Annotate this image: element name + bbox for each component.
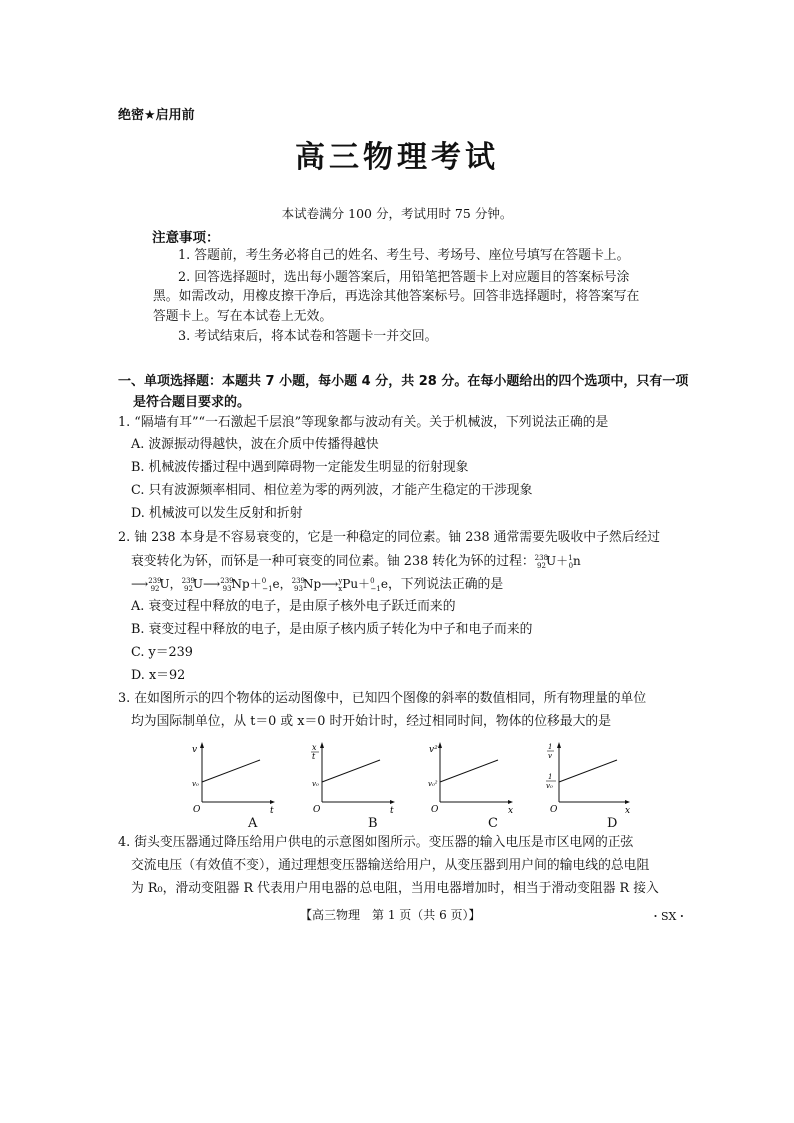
- nuclear-equation-part1: $^{238}_{92}$U＋$^1_0$n: [534, 554, 581, 571]
- question-2-option-d: D. x＝92: [131, 668, 186, 683]
- svg-text:1: 1: [548, 743, 553, 751]
- svg-text:t: t: [390, 806, 394, 816]
- footer-code: ・SX・: [650, 910, 688, 923]
- question-2-option-b: B. 衰变过程中释放的电子，是由原子核内质子转化为中子和电子而来的: [131, 622, 533, 637]
- svg-text:x: x: [625, 806, 631, 816]
- notice-line: 答题卡上。写在本试卷上无效。: [153, 309, 333, 324]
- svg-text:t: t: [270, 806, 274, 816]
- svg-text:1: 1: [548, 773, 553, 781]
- question-2-line3: [131, 575, 503, 594]
- svg-text:v₀: v₀: [312, 780, 319, 788]
- svg-text:O: O: [313, 805, 321, 815]
- question-1-option-b: B. 机械波传播过程中遇到障碍物一定能发生明显的衍射现象: [131, 460, 469, 475]
- question-2-line2: [131, 552, 581, 571]
- svg-text:x: x: [508, 806, 514, 816]
- notice-line: 黑。如需改动，用橡皮擦干净后，再选涂其他答案标号。回答非选择题时，将答案写在: [153, 289, 640, 304]
- svg-text:v₀: v₀: [192, 780, 199, 788]
- notice-line: 2. 回答选择题时，选出每小题答案后，用铅笔把答题卡上对应题目的答案标号涂: [178, 270, 630, 285]
- question-1-stem: 1. “隔墙有耳”“一石激起千层浪”等现象都与波动有关。关于机械波，下列说法正确的是: [118, 415, 609, 430]
- svg-text:v₀²: v₀²: [428, 780, 438, 788]
- svg-text:O: O: [431, 805, 439, 815]
- exam-info: 本试卷满分 100 分，考试用时 75 分钟。: [281, 206, 513, 221]
- svg-text:v: v: [192, 745, 198, 755]
- nuclear-equation-part2: ⟶$^{239}_{92}$U，$^{239}_{92}$U⟶$^{239}_{93}$Np＋$^0_{-1}$e，$^{239}_{93}$Np⟶$^y_x$Pu＋$^0_{-1}$e: [131, 577, 388, 594]
- question-2-line2-text: 衰变转化为钚，而钚是一种可衰变的同位素。铀 238 转化为钚的过程：: [131, 554, 535, 569]
- svg-text:v₀: v₀: [546, 782, 553, 790]
- question-4-line1: 4. 街头变压器通过降压给用户供电的示意图如图所示。变压器的输入电压是市区电网的正弦: [118, 835, 634, 850]
- svg-text:v²: v²: [429, 745, 438, 755]
- graph-d-label: D: [607, 816, 618, 831]
- section-heading: 一、单项选择题：本题共 7 小题，每小题 4 分，共 28 分。在每小题给出的四个选项中，只有一项: [118, 374, 689, 389]
- svg-text:x: x: [312, 743, 317, 752]
- question-1-option-a: A. 波源振动得越快，波在介质中传播得越快: [131, 437, 379, 452]
- question-4-line2: 交流电压（有效值不变），通过理想变压器输送给用户，从变压器到用户间的输电线的总电阻: [131, 858, 650, 873]
- graph-b-label: B: [368, 816, 378, 831]
- graph-c: [428, 742, 518, 817]
- graph-c-label: C: [488, 816, 498, 831]
- graph-a-label: A: [248, 816, 258, 831]
- page-title: 高三物理考试: [295, 140, 499, 175]
- question-3-line2: 均为国际制单位，从 t＝0 或 x＝0 时开始计时，经过相同时间，物体的位移最大的是: [131, 714, 612, 729]
- question-2-option-c: C. y＝239: [131, 645, 193, 660]
- graph-d: [545, 742, 635, 817]
- page-footer: 【高三物理 第 1 页（共 6 页）】: [300, 908, 481, 922]
- question-2-option-a: A. 衰变过程中释放的电子，是由原子核外电子跃迁而来的: [131, 599, 456, 614]
- question-3-line1: 3. 在如图所示的四个物体的运动图像中，已知四个图像的斜率的数值相同，所有物理量的单位: [118, 691, 647, 706]
- confidential-label: 绝密★启用前: [118, 108, 195, 123]
- question-2-line1: 2. 铀 238 本身是不容易衰变的，它是一种稳定的同位素。铀 238 通常需要先吸收中子然后经过: [118, 530, 661, 545]
- svg-text:t: t: [312, 752, 316, 761]
- notice-line: 1. 答题前，考生务必将自己的姓名、考生号、考场号、座位号填写在答题卡上。: [178, 248, 630, 263]
- notice-line: 3. 考试结束后，将本试卷和答题卡一并交回。: [178, 329, 438, 344]
- question-1-option-c: C. 只有波源频率相同、相位差为零的两列波，才能产生稳定的干涉现象: [131, 483, 533, 498]
- question-1-option-d: D. 机械波可以发生反射和折射: [131, 506, 303, 521]
- notice-heading: 注意事项：: [152, 230, 220, 246]
- section-heading-cont: 是符合题目要求的。: [133, 395, 251, 410]
- question-2-line3-text: ，下列说法正确的是: [387, 577, 504, 592]
- graph-a: [190, 742, 280, 817]
- svg-text:v: v: [548, 752, 552, 760]
- svg-text:O: O: [193, 805, 201, 815]
- question-4-line3: 为 R₀，滑动变阻器 R 代表用户用电器的总电阻，当用电器增加时，相当于滑动变阻器 R 接入: [131, 881, 659, 896]
- graph-b: [310, 742, 400, 817]
- svg-text:O: O: [550, 805, 558, 815]
